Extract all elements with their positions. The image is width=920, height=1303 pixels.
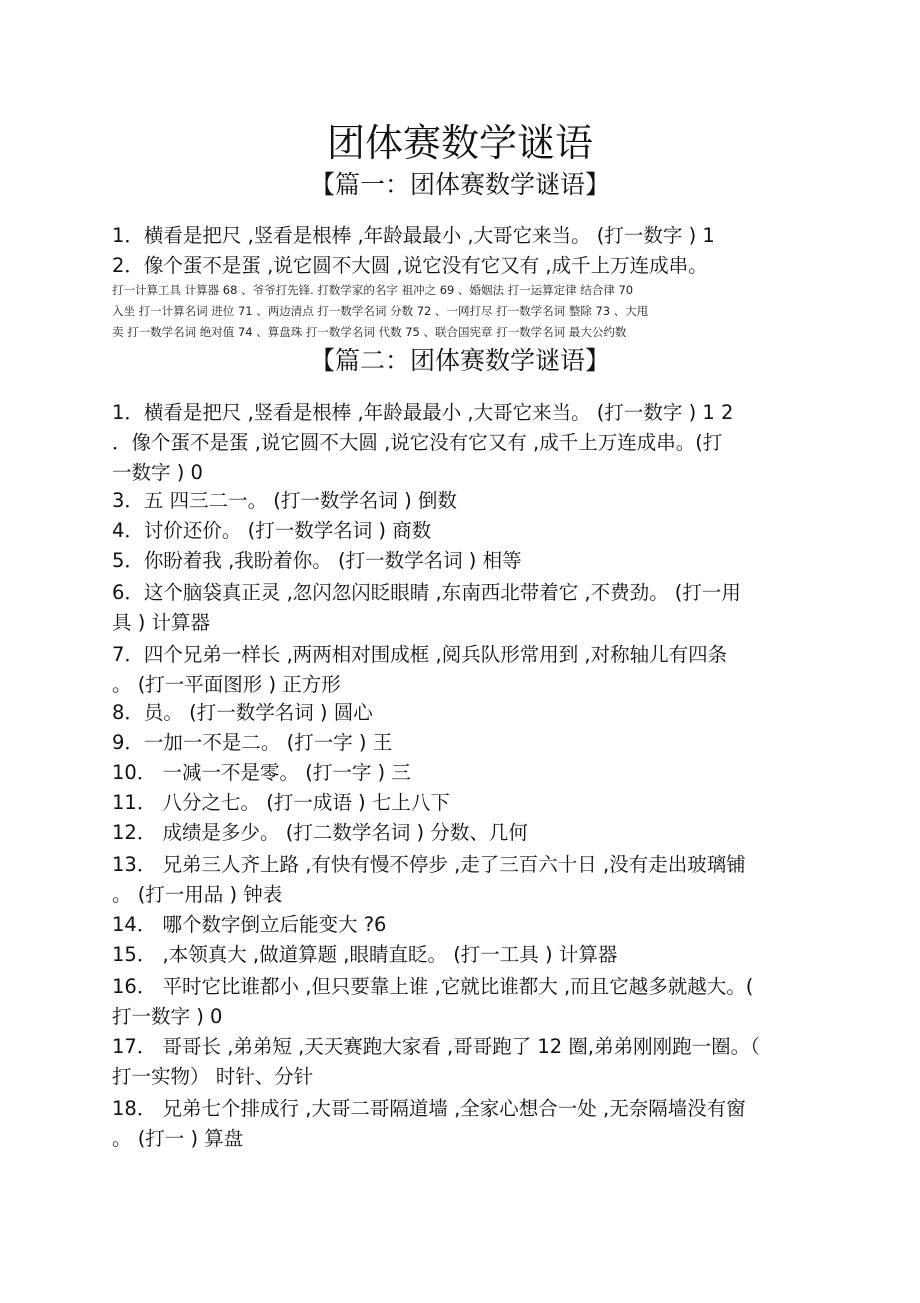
- riddle-line: 8．员。 (打一数学名词 ) 圆心: [112, 701, 373, 724]
- page-title: 团体赛数学谜语: [326, 121, 593, 165]
- riddle-line: 15． ,本领真大 ,做道算题 ,眼睛直眨。 (打一工具 ) 计算器: [112, 943, 618, 966]
- small-text-line: 卖 打一数学名词 绝对值 74 、算盘珠 打一数学名词 代数 75 、联合国宪章 打一数学名词 最大公约数: [112, 325, 627, 339]
- small-text-line: 打一计算工具 计算器 68 、爷爷打先锋. 打数学家的名字 祖冲之 69 、婚姻法 打一运算定律 结合律 70: [112, 283, 634, 297]
- riddle-line: ．像个蛋不是蛋 ,说它圆不大圆 ,说它没有它又有 ,成千上万连成串。(打: [112, 431, 723, 454]
- riddle-line: 5．你盼着我 ,我盼着你。 (打一数学名词 ) 相等: [112, 549, 522, 572]
- riddle-line: 1．横看是把尺 ,竖看是根棒 ,年龄最最小 ,大哥它来当。 (打一数字 ) 1: [112, 224, 715, 247]
- riddle-line: 17． 哥哥长 ,弟弟短 ,天天赛跑大家看 ,哥哥跑了 12 圈,弟弟刚刚跑一圈。（: [112, 1035, 760, 1058]
- riddle-line: 16． 平时它比谁都小 ,但只要靠上谁 ,它就比谁都大 ,而且它越多就越大。(: [112, 975, 754, 998]
- riddle-line: 14． 哪个数字倒立后能变大 ?6: [112, 913, 387, 936]
- riddle-line: 一数字 ) 0: [112, 461, 203, 484]
- riddle-line: 具 ) 计算器: [112, 611, 211, 634]
- riddle-line: 。 (打一 ) 算盘: [112, 1127, 244, 1150]
- riddle-line: 10． 一减一不是零。 (打一字 ) 三: [112, 761, 411, 784]
- riddle-line: 7．四个兄弟一样长 ,两两相对围成框 ,阅兵队形常用到 ,对称轴儿有四条: [112, 643, 728, 666]
- riddle-line: 3．五 四三二一。 (打一数学名词 ) 倒数: [112, 489, 457, 512]
- riddle-line: 11． 八分之七。 (打一成语 ) 七上八下: [112, 791, 450, 814]
- riddle-line: 1．横看是把尺 ,竖看是根棒 ,年龄最最小 ,大哥它来当。 (打一数字 ) 1 2: [112, 401, 734, 424]
- riddle-line: 2．像个蛋不是蛋 ,说它圆不大圆 ,说它没有它又有 ,成千上万连成串。: [112, 254, 708, 277]
- riddle-line: 打一数字 ) 0: [112, 1005, 223, 1028]
- riddle-line: 9．一加一不是二。 (打一字 ) 王: [112, 731, 393, 754]
- section-heading: 【篇一：团体赛数学谜语】: [309, 170, 610, 199]
- riddle-line: 13． 兄弟三人齐上路 ,有快有慢不停步 ,走了三百六十日 ,没有走出玻璃铺: [112, 853, 746, 876]
- riddle-line: 。 (打一平面图形 ) 正方形: [112, 673, 341, 696]
- riddle-line: 打一实物） 时针、分针: [112, 1065, 314, 1088]
- riddle-line: 6．这个脑袋真正灵 ,忽闪忽闪眨眼睛 ,东南西北带着它 ,不费劲。 (打一用: [112, 581, 741, 604]
- riddle-line: 18． 兄弟七个排成行 ,大哥二哥隔道墙 ,全家心想合一处 ,无奈隔墙没有窗: [112, 1097, 746, 1120]
- riddle-line: 4．讨价还价。 (打一数学名词 ) 商数: [112, 519, 432, 542]
- small-text-line: 入坐 打一计算名词 进位 71 、两边清点 打一数学名词 分数 72 、一网打尽 打一数学名词 整除 73 、大甩: [112, 304, 649, 318]
- riddle-line: 12． 成绩是多少。 (打二数学名词 ) 分数、几何: [112, 821, 528, 844]
- riddle-line: 。 (打一用品 ) 钟表: [112, 883, 283, 906]
- section-heading: 【篇二：团体赛数学谜语】: [309, 346, 610, 375]
